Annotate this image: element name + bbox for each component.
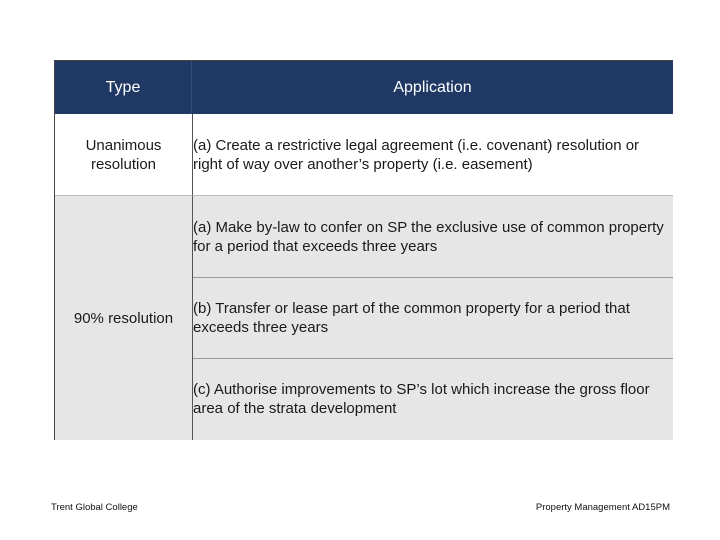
application-cell [193, 114, 673, 196]
header-type: Type [55, 61, 192, 114]
application-text: (c) Authorise improvements to SP’s lot which increase the gross floor area of the strata development [193, 381, 650, 417]
type-cell-unanimous [55, 114, 193, 196]
footer-course: Property Management AD15PM [535, 502, 670, 513]
footer-college: Trent Global College [51, 502, 138, 513]
application-text: (b) Transfer or lease part of the common property for a period that exceeds three years [193, 300, 630, 336]
resolution-table [54, 60, 673, 440]
application-text: (a) Make by-law to confer on SP the exclusive use of common property for a period that exceeds three years [193, 219, 664, 255]
application-cell [193, 278, 673, 359]
type-label: Unanimous resolution [85, 136, 162, 173]
application-text: (a) Create a restrictive legal agreement (i.e. covenant) resolution or right of way over another’s property (i.e. easement) [193, 137, 640, 173]
application-cell [193, 196, 673, 278]
type-label: 90% resolution [73, 309, 174, 327]
application-cell [193, 359, 673, 440]
type-cell-90-percent [55, 196, 193, 440]
header-application: Application [192, 61, 673, 114]
